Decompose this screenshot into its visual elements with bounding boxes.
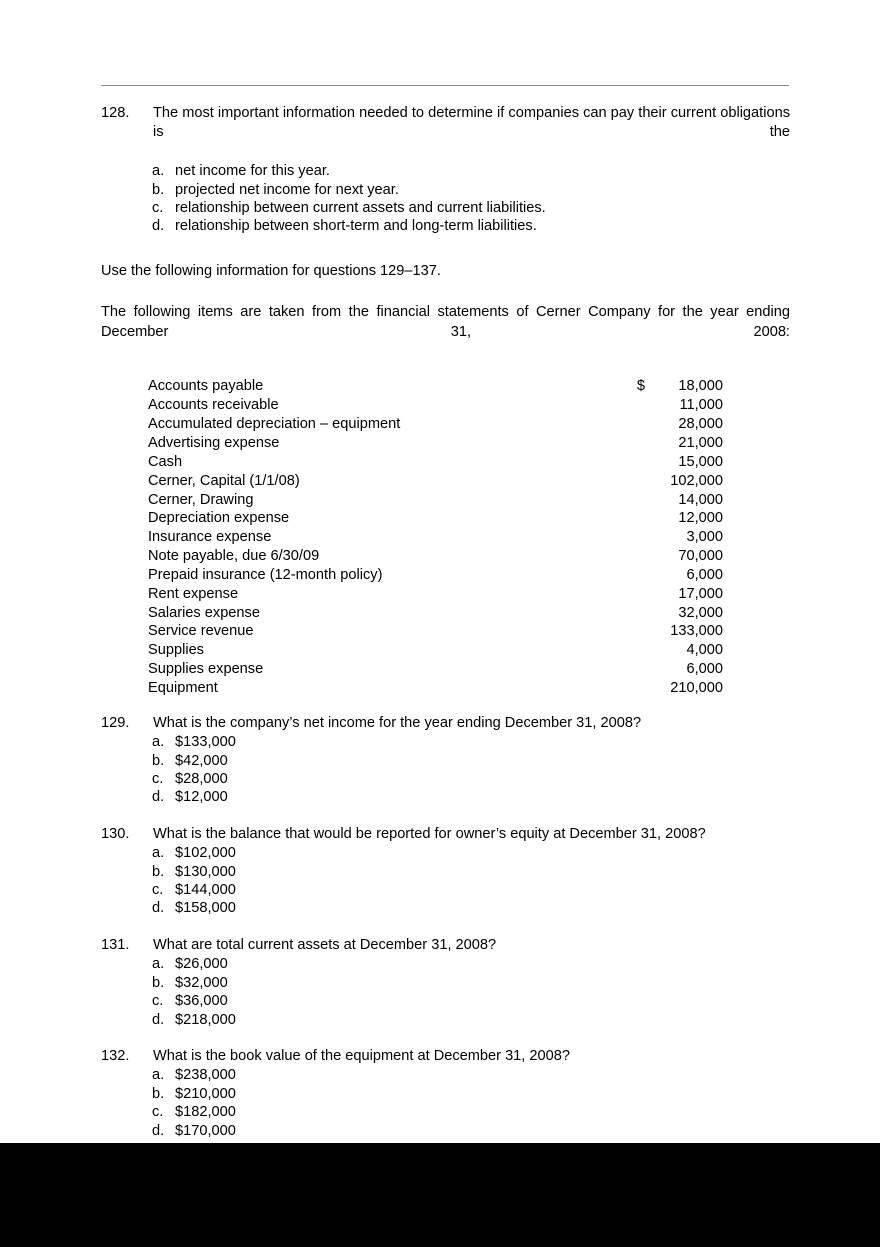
table-row xyxy=(148,566,723,585)
question-132-text: What is the book value of the equipment at December 31, 2008? xyxy=(153,1047,570,1064)
question-131-heading xyxy=(101,936,790,955)
item-label: Insurance expense xyxy=(148,529,272,546)
item-currency xyxy=(623,528,651,547)
question-129-heading xyxy=(101,714,790,733)
option-item[interactable] xyxy=(101,733,790,751)
item-label: Accounts payable xyxy=(148,378,264,395)
option-item[interactable] xyxy=(101,1066,790,1084)
option-letter: b. xyxy=(152,863,165,880)
option-text: $28,000 xyxy=(175,771,228,788)
option-text: $182,000 xyxy=(175,1104,236,1121)
item-currency xyxy=(623,547,651,566)
item-label: Cerner, Capital (1/1/08) xyxy=(148,472,300,489)
item-label: Rent expense xyxy=(148,585,239,602)
item-amount: 4,000 xyxy=(686,642,723,659)
option-item[interactable] xyxy=(101,955,790,973)
item-currency xyxy=(623,622,651,641)
option-item[interactable] xyxy=(101,752,790,770)
item-label: Supplies expense xyxy=(148,661,264,678)
item-currency xyxy=(623,509,651,528)
item-amount: 11,000 xyxy=(679,397,723,414)
option-letter: a. xyxy=(152,1067,165,1084)
table-row xyxy=(148,377,723,396)
option-text: projected net income for next year. xyxy=(175,181,399,198)
table-row xyxy=(148,509,723,528)
instruction-line xyxy=(101,262,790,281)
option-text: $218,000 xyxy=(175,1011,236,1028)
item-amount: 210,000 xyxy=(670,679,723,696)
question-128-options xyxy=(101,162,790,236)
item-label: Accounts receivable xyxy=(148,397,279,414)
item-amount: 18,000 xyxy=(678,378,723,395)
option-item[interactable] xyxy=(101,1085,790,1103)
option-text: relationship between current assets and current liabilities. xyxy=(175,200,546,217)
table-row xyxy=(148,472,723,491)
table-row xyxy=(148,547,723,566)
table-row xyxy=(148,604,723,623)
question-block-130 xyxy=(101,825,790,918)
option-letter: c. xyxy=(152,200,164,217)
instruction-text: Use the following information for questions 129–137. xyxy=(101,262,441,279)
item-label: Cash xyxy=(148,453,183,470)
option-item[interactable] xyxy=(101,1122,790,1140)
item-currency: $ xyxy=(636,378,645,395)
item-amount: 17,000 xyxy=(678,585,723,602)
option-text: $42,000 xyxy=(175,752,228,769)
item-label: Equipment xyxy=(148,679,218,696)
option-item[interactable] xyxy=(101,881,790,899)
financial-items-table xyxy=(148,377,723,697)
item-currency xyxy=(623,415,651,434)
item-currency xyxy=(623,434,651,453)
question-130-text: What is the balance that would be reported for owner’s equity at December 31, 2008? xyxy=(153,825,706,842)
item-amount: 14,000 xyxy=(678,491,723,508)
question-128-number: 128. xyxy=(101,105,130,121)
table-row xyxy=(148,660,723,679)
option-letter: c. xyxy=(152,993,164,1010)
spacer xyxy=(101,281,790,303)
intro-text: The following items are taken from the financial statements of Cerner Company for the year ending December 31, 2008: xyxy=(101,304,790,340)
question-130-number: 130. xyxy=(101,825,130,842)
question-128-heading xyxy=(101,104,790,162)
option-item[interactable] xyxy=(101,770,790,788)
table-row xyxy=(148,679,723,698)
option-letter: d. xyxy=(152,218,165,235)
option-letter: a. xyxy=(152,163,165,180)
question-132-heading xyxy=(101,1047,790,1066)
option-text: $12,000 xyxy=(175,789,228,806)
table-row xyxy=(148,434,723,453)
item-currency xyxy=(623,641,651,660)
item-label: Prepaid insurance (12-month policy) xyxy=(148,566,383,583)
spacer xyxy=(101,236,790,262)
option-letter: d. xyxy=(152,789,165,806)
option-item[interactable] xyxy=(101,844,790,862)
option-letter: b. xyxy=(152,181,165,198)
option-text: $158,000 xyxy=(175,900,236,917)
item-label: Salaries expense xyxy=(148,604,260,621)
table-row xyxy=(148,641,723,660)
item-label: Supplies xyxy=(148,642,204,659)
spacer xyxy=(101,918,790,936)
item-amount: 133,000 xyxy=(670,623,723,640)
option-item[interactable] xyxy=(101,162,790,180)
item-amount: 28,000 xyxy=(678,416,723,433)
question-block-132 xyxy=(101,1047,790,1140)
option-item[interactable] xyxy=(101,199,790,217)
option-text: $32,000 xyxy=(175,974,228,991)
option-item[interactable] xyxy=(101,788,790,806)
option-letter: d. xyxy=(152,1122,165,1139)
option-letter: c. xyxy=(152,882,164,899)
item-currency xyxy=(623,585,651,604)
question-131-number: 131. xyxy=(101,936,130,953)
table-row xyxy=(148,491,723,510)
question-block-128 xyxy=(101,104,790,236)
spacer xyxy=(101,1029,790,1047)
table-row xyxy=(148,396,723,415)
item-currency xyxy=(623,396,651,415)
item-amount: 21,000 xyxy=(678,435,723,451)
option-item[interactable] xyxy=(101,181,790,199)
item-amount: 15,000 xyxy=(678,453,723,470)
intro-paragraph xyxy=(101,303,790,361)
option-letter: a. xyxy=(152,845,165,862)
option-item[interactable] xyxy=(101,974,790,992)
option-letter: a. xyxy=(152,956,165,973)
option-text: $26,000 xyxy=(175,956,228,973)
question-130-heading xyxy=(101,825,790,844)
option-text: $130,000 xyxy=(175,863,236,880)
question-132-number: 132. xyxy=(101,1047,130,1064)
option-letter: a. xyxy=(152,734,165,751)
option-letter: c. xyxy=(152,771,164,788)
spacer xyxy=(101,698,790,714)
item-label: Note payable, due 6/30/09 xyxy=(148,548,320,565)
table-row xyxy=(148,622,723,641)
option-item[interactable] xyxy=(101,863,790,881)
item-amount: 70,000 xyxy=(678,548,723,565)
option-letter: d. xyxy=(152,900,165,917)
item-label: Depreciation expense xyxy=(148,510,290,527)
table-row xyxy=(148,528,723,547)
page-content xyxy=(101,104,790,1140)
option-text: net income for this year. xyxy=(175,163,330,180)
question-132-options xyxy=(101,1066,790,1140)
option-letter: b. xyxy=(152,1085,165,1102)
header-divider-rule xyxy=(101,85,789,86)
financial-items-body xyxy=(148,377,723,697)
option-letter: d. xyxy=(152,1011,165,1028)
option-text: $133,000 xyxy=(175,734,236,751)
item-label: Service revenue xyxy=(148,623,254,640)
table-row xyxy=(148,415,723,434)
item-currency xyxy=(623,604,651,623)
item-amount: 6,000 xyxy=(686,566,723,583)
item-currency xyxy=(623,472,651,491)
table-row xyxy=(148,585,723,604)
item-label: Accumulated depreciation – equipment xyxy=(148,416,401,433)
option-text: $36,000 xyxy=(175,993,228,1010)
question-131-options xyxy=(101,955,790,1029)
item-amount: 3,000 xyxy=(686,529,723,546)
question-block-131 xyxy=(101,936,790,1029)
question-131-text: What are total current assets at December 31, 2008? xyxy=(153,936,497,953)
item-currency xyxy=(623,566,651,585)
spacer xyxy=(101,807,790,825)
question-130-options xyxy=(101,844,790,918)
question-129-text: What is the company’s net income for the year ending December 31, 2008? xyxy=(153,714,642,731)
spacer xyxy=(101,361,790,377)
item-amount: 12,000 xyxy=(678,510,723,527)
option-text: $238,000 xyxy=(175,1067,236,1084)
item-label: Advertising expense xyxy=(148,435,280,451)
page-footer-black-band xyxy=(0,1143,880,1247)
option-item[interactable] xyxy=(101,217,790,235)
item-amount: 102,000 xyxy=(670,472,723,489)
option-text: $102,000 xyxy=(175,845,236,862)
option-letter: c. xyxy=(152,1104,164,1121)
option-text: relationship between short-term and long-term liabilities. xyxy=(175,218,537,235)
option-text: $210,000 xyxy=(175,1085,236,1102)
option-text: $170,000 xyxy=(175,1122,236,1139)
table-row xyxy=(148,453,723,472)
option-item[interactable] xyxy=(101,992,790,1010)
item-amount: 6,000 xyxy=(686,661,723,678)
option-item[interactable] xyxy=(101,1103,790,1121)
option-letter: b. xyxy=(152,974,165,991)
item-amount: 32,000 xyxy=(678,604,723,621)
question-129-number: 129. xyxy=(101,714,130,731)
item-currency xyxy=(623,660,651,679)
option-text: $144,000 xyxy=(175,882,236,899)
item-currency xyxy=(623,491,651,510)
item-currency xyxy=(623,679,651,698)
option-letter: b. xyxy=(152,752,165,769)
question-129-options xyxy=(101,733,790,807)
option-item[interactable] xyxy=(101,899,790,917)
option-item[interactable] xyxy=(101,1011,790,1029)
item-currency xyxy=(623,453,651,472)
question-block-129 xyxy=(101,714,790,807)
item-label: Cerner, Drawing xyxy=(148,491,254,508)
question-128-text: The most important information needed to determine if companies can pay their current obligations is the xyxy=(153,105,790,141)
